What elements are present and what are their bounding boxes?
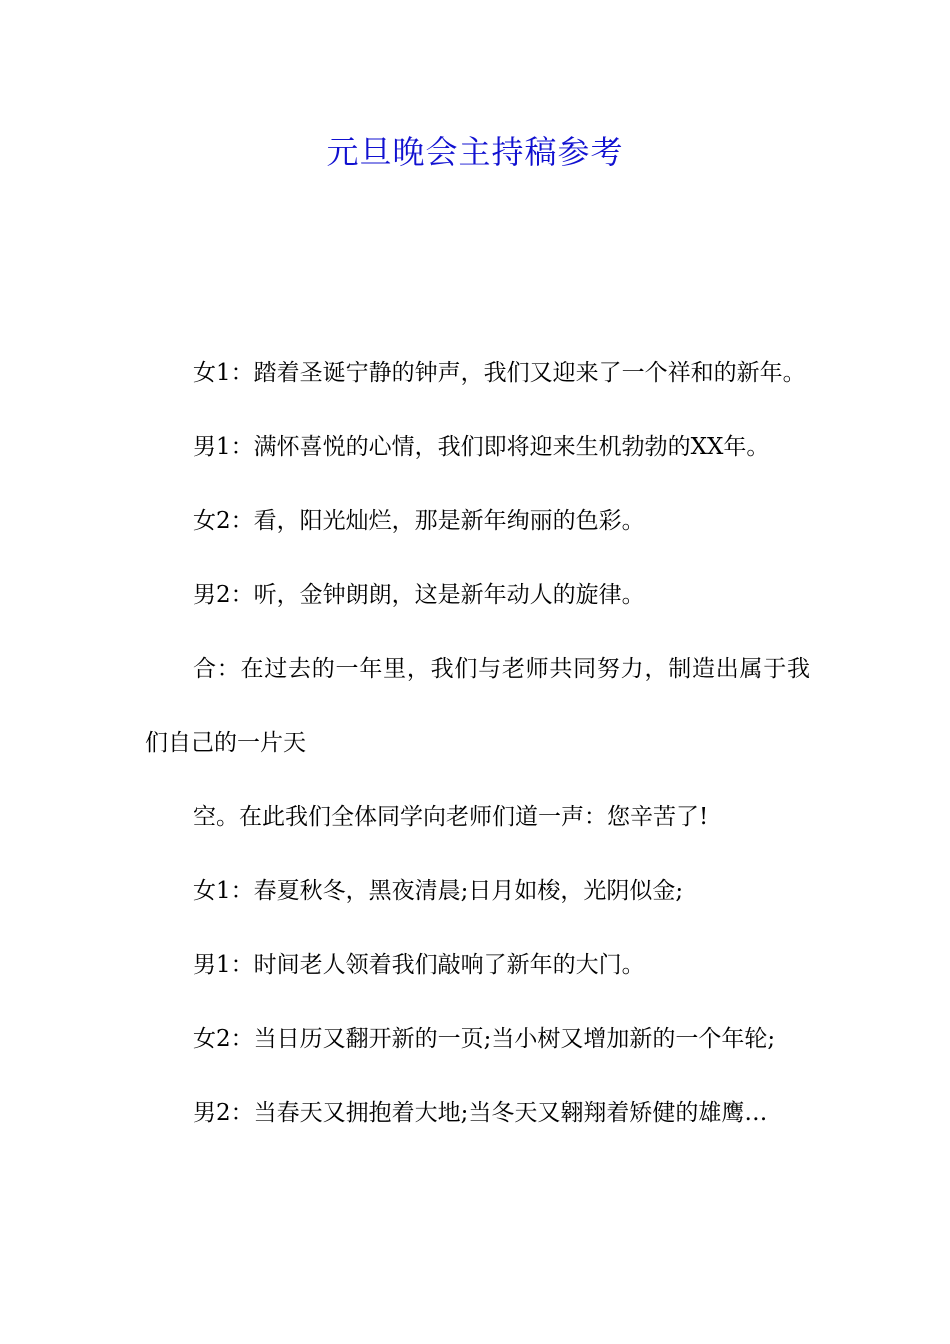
paragraph: 女2：看，阳光灿烂，那是新年绚丽的色彩。: [193, 508, 645, 534]
paragraph: 男2：听，金钟朗朗，这是新年动人的旋律。: [193, 582, 645, 608]
paragraph: 男1：时间老人领着我们敲响了新年的大门。: [193, 952, 645, 978]
page-title: 元旦晚会主持稿参考: [326, 133, 624, 171]
paragraph: 男1：满怀喜悦的心情，我们即将迎来生机勃勃的XX年。: [193, 434, 770, 460]
document-body: [145, 336, 810, 1150]
paragraph: 女2：当日历又翻开新的一页;当小树又增加新的一个年轮;: [193, 1026, 776, 1052]
paragraph: 合：在过去的一年里，我们与老师共同努力，制造出属于我们自己的一片天: [145, 656, 810, 756]
paragraph: 男2：当春天又拥抱着大地;当冬天又翱翔着矫健的雄鹰…: [193, 1100, 768, 1126]
paragraph: 女1：春夏秋冬，黑夜清晨;日月如梭，光阴似金;: [193, 878, 684, 904]
paragraph: 女1：踏着圣诞宁静的钟声，我们又迎来了一个祥和的新年。: [193, 360, 806, 386]
paragraph: 空。在此我们全体同学向老师们道一声：您辛苦了!: [193, 804, 709, 830]
